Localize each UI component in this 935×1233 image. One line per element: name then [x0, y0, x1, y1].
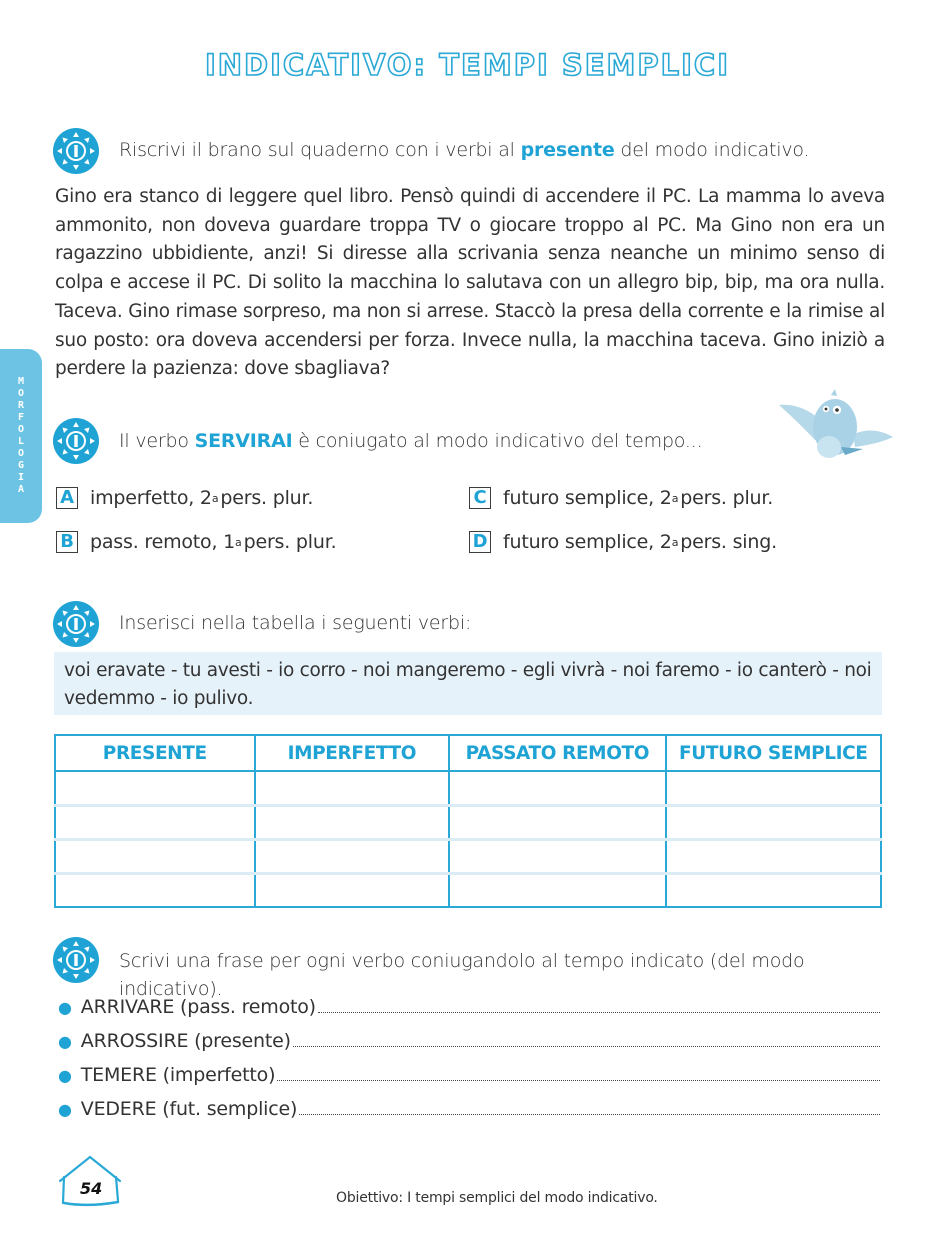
sun-info-icon [53, 937, 99, 983]
table-cell[interactable] [55, 873, 255, 907]
table-cell[interactable] [55, 839, 255, 873]
side-tab-morfologia [0, 349, 42, 523]
sun-info-icon [53, 128, 99, 174]
side-tab-letter: O [17, 424, 25, 435]
table-cell[interactable] [255, 873, 450, 907]
side-tab-letter: G [17, 460, 25, 471]
side-tab-letter: M [17, 376, 25, 387]
answer-line[interactable] [293, 1046, 880, 1047]
table-header-passato-remoto: PASSATO REMOTO [449, 735, 665, 771]
page-title: INDICATIVO: TEMPI SEMPLICI [205, 48, 730, 82]
verbs-list-box: voi eravate - tu avesti - io corro - noi mangeremo - egli vivrà - noi faremo - io canterò - noi vedemmo - io pulivo. [54, 652, 882, 715]
table-cell[interactable] [666, 839, 881, 873]
side-tab-letter: A [17, 484, 25, 495]
exercise3-instruction: Inserisci nella tabella i seguenti verbi: [119, 612, 472, 634]
list-item[interactable]: ● VEDERE (fut. semplice) [58, 1098, 880, 1120]
answer-line[interactable] [277, 1080, 880, 1081]
table-cell[interactable] [666, 805, 881, 839]
bullet-icon: ● [58, 1100, 72, 1119]
side-tab-letter: L [17, 436, 25, 447]
option-b[interactable]: B pass. remoto, 1 a pers. plur. [56, 531, 336, 553]
table-row [55, 771, 881, 805]
exercise1-instruction: Riscrivi il brano sul quaderno con i verbi al presente del modo indicativo. [119, 139, 810, 161]
option-letter-a: A [56, 487, 78, 509]
objective-text: Obiettivo: I tempi semplici del modo indicativo. [336, 1190, 658, 1206]
table-cell[interactable] [449, 839, 665, 873]
option-letter-d: D [469, 531, 491, 553]
exercise1-passage: Gino era stanco di leggere quel libro. Pensò quindi di accendere il PC. La mamma lo aveva ammonito, non doveva guardare troppa TV o giocare troppo al PC. Ma Gino non era un ragazzino ubbidiente, anzi! Si diresse alla scrivania senza neanche un minimo senso di colpa e accese il PC. Di solito la macchina lo salutava con un allegro bip, bip, ma ora nulla. Taceva. Gino rimase sorpreso, ma non si arrese. Staccò la presa della corrente e la rimise al suo posto: ora doveva accendersi per forza. Invece nulla, la macchina taceva. Gino iniziò a perdere la pazienza: dove sbagliava? [55, 186, 885, 380]
bullet-icon: ● [58, 1032, 72, 1051]
side-tab-letter: R [17, 400, 25, 411]
option-letter-b: B [56, 531, 78, 553]
side-tab-letter: F [17, 412, 25, 423]
list-item[interactable]: ● TEMERE (imperfetto) [58, 1064, 880, 1086]
side-tab-letter: O [17, 388, 25, 399]
page-number: 54 [80, 1179, 103, 1198]
table-cell[interactable] [449, 771, 665, 805]
table-row [55, 839, 881, 873]
sun-info-icon [53, 601, 99, 647]
table-cell[interactable] [449, 873, 665, 907]
bullet-icon: ● [58, 1066, 72, 1085]
option-a[interactable]: A imperfetto, 2 a pers. plur. [56, 487, 313, 509]
tenses-table [54, 734, 882, 908]
option-c[interactable]: C futuro semplice, 2 a pers. plur. [469, 487, 773, 509]
answer-line[interactable] [318, 1012, 880, 1013]
list-item[interactable]: ● ARROSSIRE (presente) [58, 1030, 880, 1052]
table-cell[interactable] [55, 771, 255, 805]
table-cell[interactable] [666, 873, 881, 907]
table-cell[interactable] [55, 805, 255, 839]
exercise2-instruction: Il verbo SERVIRAI è coniugato al modo indicativo del tempo... [119, 430, 703, 452]
table-header-futuro-semplice: FUTURO SEMPLICE [666, 735, 881, 771]
table-cell[interactable] [255, 839, 450, 873]
side-tab-letter: O [17, 448, 25, 459]
option-d[interactable]: D futuro semplice, 2 a pers. sing. [469, 531, 777, 553]
table-row [55, 805, 881, 839]
exercise4-instruction: Scrivi una frase per ogni verbo coniugandolo al tempo indicato (del modo indicativo). [119, 950, 805, 1000]
sun-info-icon [53, 418, 99, 464]
table-header-presente: PRESENTE [55, 735, 255, 771]
table-cell[interactable] [255, 771, 450, 805]
table-header-imperfetto: IMPERFETTO [255, 735, 450, 771]
option-letter-c: C [469, 487, 491, 509]
list-item[interactable]: ● ARRIVARE (pass. remoto) [58, 996, 880, 1018]
bullet-icon: ● [58, 998, 72, 1017]
table-cell[interactable] [449, 805, 665, 839]
answer-line[interactable] [299, 1114, 880, 1115]
side-tab-letter: I [17, 472, 25, 483]
bird-illustration-icon [775, 385, 900, 470]
side-tab-label [18, 376, 24, 496]
table-cell[interactable] [666, 771, 881, 805]
table-row [55, 873, 881, 907]
table-cell[interactable] [255, 805, 450, 839]
